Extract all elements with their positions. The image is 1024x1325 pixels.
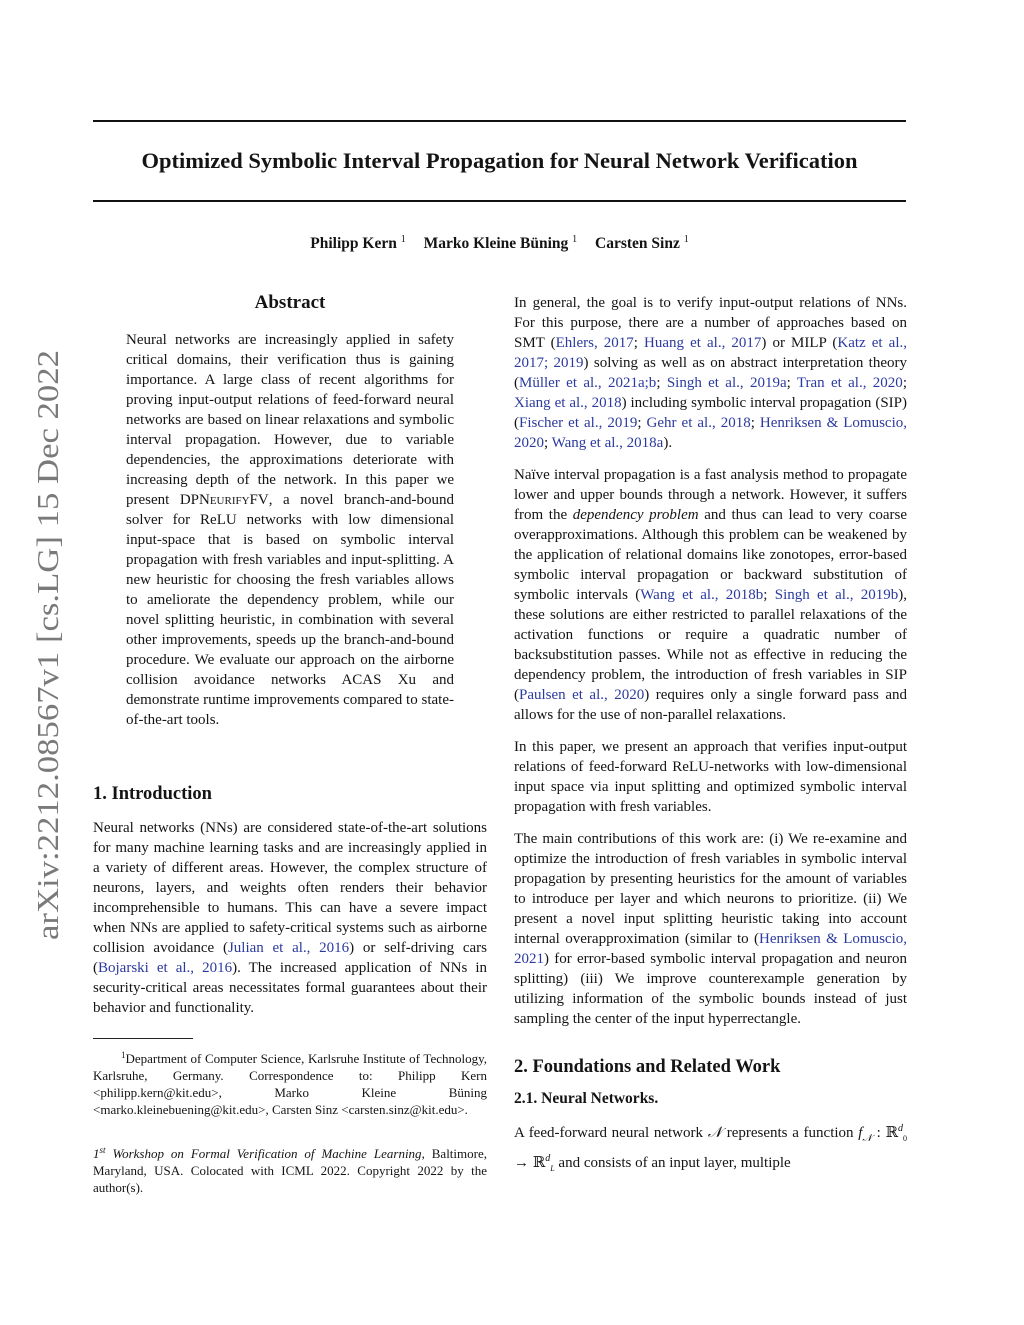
author-list bbox=[93, 234, 906, 253]
citation-link[interactable]: Wang et al., 2018a bbox=[551, 435, 664, 451]
citation-link[interactable]: Tran et al., 2020 bbox=[796, 375, 903, 391]
neural-network-definition-paragraph bbox=[514, 1119, 907, 1179]
intro-text-part: ) or self-driving cars ( bbox=[93, 940, 487, 976]
citation-link[interactable]: Müller et al., 2021a;b bbox=[519, 375, 657, 391]
intro-text-part: Neural networks (NNs) are considered state-of-the-art solutions for many machine learning tasks and are increasingly applied in a variety of different areas. However, the complex structure of neurons, layers, and weights often renders their behavior incomprehensible to humans. This can have a severe impact when NNs are applied to safety-critical systems such as airborne collision avoidance ( bbox=[93, 820, 487, 956]
text-part: ) or MILP ( bbox=[761, 335, 838, 351]
arxiv-stamp-text: arXiv:2212.08567v1 [cs.LG] 15 Dec 2022 bbox=[30, 413, 65, 940]
author-affiliation-mark: 1 bbox=[683, 234, 689, 245]
citation-link[interactable]: Wang et al., 2018b bbox=[640, 587, 764, 603]
math-superscript: d bbox=[898, 1123, 904, 1134]
tool-name: DPNeurifyFV bbox=[179, 492, 269, 508]
citation-link[interactable]: Xiang et al., 2018 bbox=[514, 395, 622, 411]
footnote-text: Department of Computer Science, Karlsruhe Institute of Technology, Karlsruhe, Germany. Correspondence to: Philipp Kern <philipp.kern@kit.edu>, Marko Kleine Büning <marko.kleinebuening@kit.edu>, Carsten Sinz <carsten.sinz@kit.edu>. bbox=[93, 1051, 487, 1117]
text-part: ) requires only a single forward pass and allows for the use of non-parallel relaxations. bbox=[514, 687, 907, 723]
title-rule-bottom bbox=[93, 200, 906, 202]
citation-link[interactable]: Julian et al., 2016 bbox=[227, 940, 350, 956]
footnote-venue bbox=[93, 1142, 487, 1196]
text-part: The main contributions of this work are: (i) We re-examine and optimize the introduction of fresh variables in symbolic interval propagation by presenting heuristics for the amount of variables to introduce per layer and which neurons to prioritize. (ii) We present a novel input splitting heuristic taking into account internal overapproximation (similar to ( bbox=[514, 831, 907, 947]
citation-link[interactable]: Gehr et al., 2018 bbox=[646, 415, 751, 431]
author-affiliation-mark: 1 bbox=[400, 234, 406, 245]
text-part: and consists of an input layer, multiple bbox=[554, 1155, 791, 1171]
related-paragraph bbox=[514, 293, 907, 453]
math-arrow: → ℝ bbox=[514, 1155, 546, 1171]
text-part: represents a function bbox=[722, 1125, 859, 1141]
emphasis-dependency-problem: dependency problem bbox=[572, 507, 699, 523]
arxiv-stamp-svg bbox=[20, 350, 70, 940]
author bbox=[595, 235, 689, 252]
footnote-rule bbox=[93, 1038, 193, 1039]
math-subscript: L bbox=[550, 1164, 555, 1173]
arxiv-stamp bbox=[20, 350, 70, 940]
text-part: ) for error-based symbolic interval propagation and neuron splitting) (iii) We improve counterexample generation by utilizing information of the symbolic bounds instead of just sampling the center of the input hyperrectangle. bbox=[514, 951, 907, 1027]
section-heading-introduction: 1. Introduction bbox=[93, 784, 212, 804]
text-part: ), these solutions are either restricted to parallel relaxations of the activation functions or require a quadratic number of backsubstitution passes. While not as effective in reducing the dependency problem, the introduction of fresh variables in SIP ( bbox=[514, 587, 907, 703]
text-part: In general, the goal is to verify input-output relations of NNs. For this purpose, there are a number of approaches based on SMT ( bbox=[514, 295, 907, 351]
footnote-text: , Baltimore, Maryland, USA. Colocated with ICML 2022. Copyright 2022 by the author(s). bbox=[93, 1146, 487, 1195]
text-part: -networks with low-dimensional input space via input splitting and optimized symbolic interval propagation with fresh variables. bbox=[514, 759, 907, 815]
text-part: ; bbox=[633, 335, 645, 351]
author-name: Philipp Kern bbox=[310, 235, 397, 252]
math-network-symbol: 𝒩 bbox=[707, 1125, 723, 1141]
footnote-ordinal: st bbox=[99, 1145, 106, 1155]
text-part: ; bbox=[544, 435, 552, 451]
citation-link[interactable]: Katz et al., 2017; 2019 bbox=[514, 335, 907, 371]
text-part: ; bbox=[763, 587, 775, 603]
citation-link[interactable]: Singh et al., 2019a bbox=[666, 375, 787, 391]
math-function-symbol: f bbox=[858, 1125, 863, 1141]
right-column bbox=[514, 293, 907, 1191]
citation-link[interactable]: Henriksen & Lomuscio, 2021 bbox=[514, 931, 907, 967]
relu-term: ReLU bbox=[200, 512, 237, 528]
text-part: ) including symbolic interval propagation (SIP) ( bbox=[514, 395, 908, 431]
abstract-text-part: networks with low dimensional input-space that is based on symbolic interval propagation with fresh variables and input-splitting. A new heuristic for choosing the fresh variables allows to ameliorate the dependency problem, while our novel splitting heuristic, in combination with several other improvements, speeds up the branch-and-bound procedure. We evaluate our approach on the airborne collision avoidance networks ACAS Xu and demonstrate runtime improvements compared to state-of-the-art tools. bbox=[126, 512, 454, 728]
abstract-text bbox=[126, 330, 454, 730]
title-rule-top bbox=[93, 120, 906, 122]
author-affiliation-mark: 1 bbox=[572, 234, 578, 245]
paper-title: Optimized Symbolic Interval Propagation for Neural Network Verification bbox=[141, 148, 858, 173]
approach-paragraph bbox=[514, 737, 907, 817]
footnote-mark: 1 bbox=[121, 1050, 126, 1060]
text-part: and thus can lead to very coarse overapproximations. Although this problem can be weakened by the application of relational domains like zonotopes, error-based symbolic interval propagation or backward substitution of symbolic intervals ( bbox=[514, 507, 908, 603]
naive-interval-paragraph bbox=[514, 465, 907, 725]
math-subscript: 0 bbox=[903, 1134, 908, 1143]
text-part: Naïve interval propagation is a fast analysis method to propagate lower and upper bounds through a network. However, it suffers from the bbox=[514, 467, 907, 523]
text-part: ) solving as well as on abstract interpretation theory ( bbox=[514, 355, 907, 391]
left-column bbox=[93, 290, 487, 1196]
subsection-heading-neural-networks: 2.1. Neural Networks. bbox=[514, 1090, 659, 1107]
text-part: ). bbox=[663, 435, 673, 451]
section-heading-foundations: 2. Foundations and Related Work bbox=[514, 1057, 781, 1077]
citation-link[interactable]: Henriksen & Lomuscio, 2020 bbox=[514, 415, 908, 451]
footnote-affiliation bbox=[93, 1047, 487, 1118]
text-part: ; bbox=[656, 375, 667, 391]
relu-term: ReLU bbox=[672, 759, 709, 775]
author bbox=[310, 235, 405, 252]
text-part: A feed-forward neural network bbox=[514, 1125, 708, 1141]
text-part: ; bbox=[750, 415, 760, 431]
text-part: ; bbox=[902, 375, 907, 391]
text-part: ; bbox=[637, 415, 647, 431]
citation-link[interactable]: Fischer et al., 2019 bbox=[519, 415, 638, 431]
abstract-text-part: Neural networks are increasingly applied in safety critical domains, their verification thus is gaining importance. A large class of recent algorithms for proving input-output relations of feed-forward neural networks are based on linear relaxations and symbolic interval propagation. However, due to variable dependencies, the approximations deteriorate with increasing depth of the network. In this paper we present bbox=[126, 332, 454, 508]
citation-link[interactable]: Huang et al., 2017 bbox=[644, 335, 762, 351]
intro-paragraph bbox=[93, 818, 487, 1018]
text-part: ; bbox=[786, 375, 797, 391]
math-superscript: d bbox=[545, 1153, 551, 1164]
author-name: Carsten Sinz bbox=[595, 235, 680, 252]
workshop-name: Workshop on Formal Verification of Machine Learning bbox=[105, 1146, 422, 1161]
citation-link[interactable]: Singh et al., 2019b bbox=[774, 587, 899, 603]
footnote-number: 1 bbox=[93, 1146, 100, 1161]
citation-link[interactable]: Bojarski et al., 2016 bbox=[98, 960, 233, 976]
math-subscript: 𝒩 bbox=[862, 1133, 872, 1144]
author bbox=[424, 235, 578, 252]
citation-link[interactable]: Paulsen et al., 2020 bbox=[519, 687, 645, 703]
abstract-heading: Abstract bbox=[254, 292, 326, 313]
intro-text-part: ). The increased application of NNs in security-critical areas necessitates formal guarantees about their behavior and functionality. bbox=[93, 960, 487, 1016]
math-domain: : ℝ bbox=[872, 1125, 899, 1141]
author-name: Marko Kleine Büning bbox=[423, 235, 569, 252]
abstract-text-part: , a novel branch-and-bound solver for bbox=[126, 492, 454, 528]
abstract-section bbox=[126, 290, 454, 730]
citation-link[interactable]: Ehlers, 2017 bbox=[555, 335, 634, 351]
text-part: In this paper, we present an approach that verifies input-output relations of feed-forward bbox=[514, 739, 907, 775]
contributions-paragraph bbox=[514, 829, 907, 1029]
